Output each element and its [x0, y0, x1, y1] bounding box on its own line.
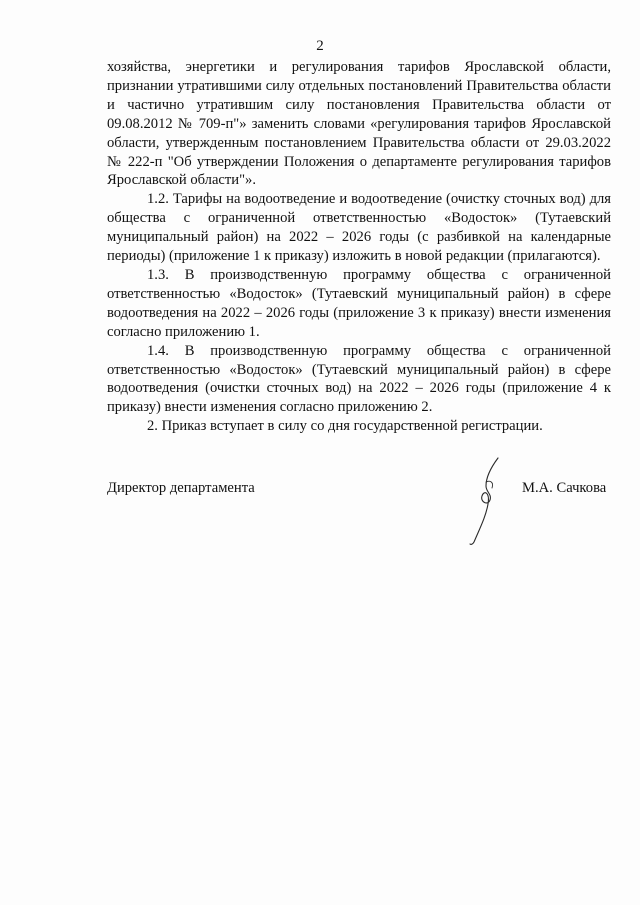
paragraph-item-1-2: 1.2. Тарифы на водоотведение и водоотведение (очистку сточных вод) для общества с ограниченной ответственностью «Водосток» (Тутаевский муниципальный район) на 2022 – 2026 годы (с разбивкой на календарные периоды) (приложение 1 к приказу) изложить в новой редакции (прилагаются).: [107, 191, 611, 265]
document-body: [107, 58, 611, 436]
paragraph-item-1-3: 1.3. В производственную программу общества с ограниченной ответственностью «Водосток» (Тутаевский муниципальный район) в сфере водоотведения на 2022 – 2026 годы (приложение 3 к приказу) внести изменения согласно приложению 1.: [107, 266, 611, 340]
page-number: 2: [316, 38, 324, 54]
paragraph-continuation: хозяйства, энергетики и регулирования тарифов Ярославской области, признании утратившими силу отдельных постановлений Правительства области и частично утратившим силу постановления Правительства области от 09.08.2012 № 709-п"» заменить словами «регулирования тарифов Ярославской области, утвержденным постановлением Правительства области от 29.03.2022 № 222-п "Об утверждении Положения о департаменте регулирования тарифов Ярославской области"».: [107, 59, 611, 189]
signatory-title: Директор департамента: [107, 480, 255, 496]
signatory-name: М.А. Сачкова: [522, 480, 607, 496]
paragraph-item-2: 2. Приказ вступает в силу со дня государственной регистрации.: [147, 418, 543, 435]
paragraph-item-1-4: 1.4. В производственную программу общества с ограниченной ответственностью «Водосток» (Тутаевский муниципальный район) в сфере водоотведения (очистки сточных вод) на 2022 – 2026 годы (приложение 4 к приказу) внести изменения согласно приложению 2.: [107, 342, 611, 416]
handwritten-signature: [440, 452, 520, 547]
